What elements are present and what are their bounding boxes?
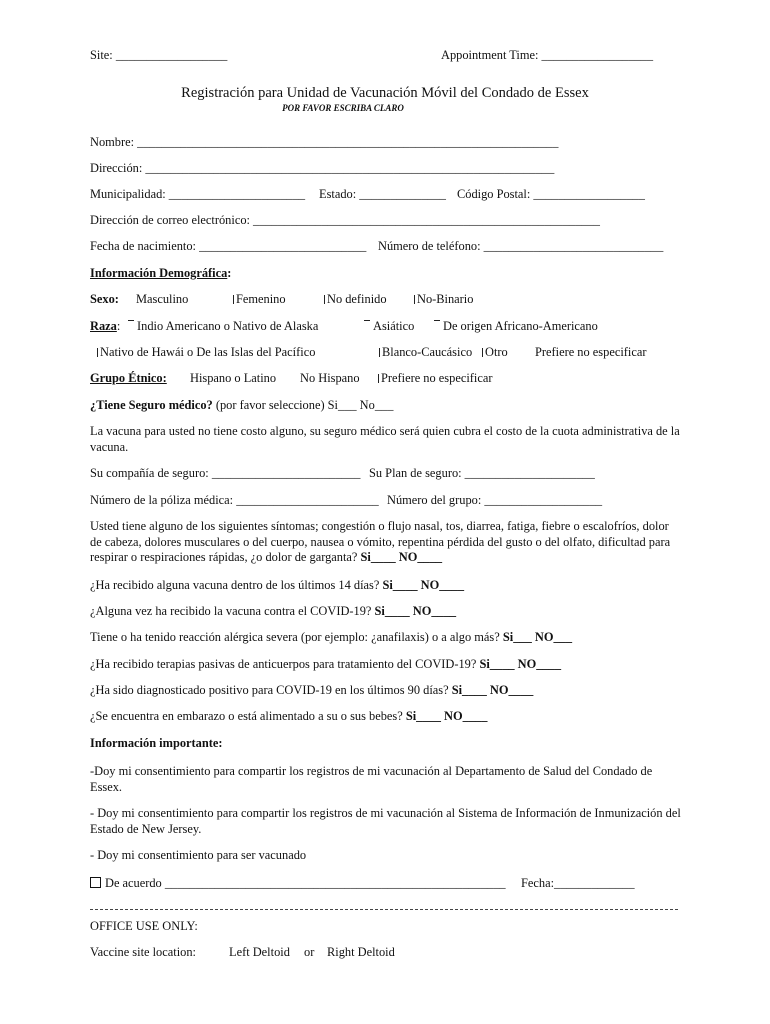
raza-option-asiatico[interactable]: Asiático bbox=[364, 319, 414, 334]
municipalidad-field[interactable]: Municipalidad: ______________________ bbox=[90, 187, 306, 201]
acuerdo-field[interactable]: De acuerdo _______________________________________________________ bbox=[105, 876, 506, 890]
poliza-field[interactable]: Número de la póliza médica: _______________________ bbox=[90, 493, 379, 507]
checkbox-mark-icon bbox=[364, 320, 370, 321]
nombre-field[interactable]: Nombre: ____________________________________________________________________ bbox=[90, 135, 559, 149]
anticuerpos-question[interactable]: ¿Ha recibido terapias pasivas de anticuerpos para tratamiento del COVID-19? Si____ NO____ bbox=[90, 657, 562, 671]
correo-field[interactable]: Dirección de correo electrónico: ________________________________________________________ bbox=[90, 213, 600, 227]
form-subtitle: POR FAVOR ESCRIBA CLARO bbox=[282, 103, 404, 113]
checkbox-mark-icon bbox=[324, 295, 325, 304]
raza-option-indio-americano[interactable]: Indio Americano o Nativo de Alaska bbox=[128, 319, 318, 334]
left-deltoid-option[interactable]: Left Deltoid bbox=[229, 945, 290, 959]
alergia-question[interactable]: Tiene o ha tenido reacción alérgica severa (por ejemplo: ¿anafilaxis) o a algo más? Si___ NO___ bbox=[90, 630, 573, 644]
seguro-note: La vacuna para usted no tiene costo alguno, su seguro médico será quien cubra el costo de la cuota administrativa de la vacuna. bbox=[90, 424, 680, 454]
raza-option-otro[interactable]: Otro bbox=[482, 345, 508, 360]
raza-option-prefiere[interactable]: Prefiere no especificar bbox=[535, 345, 647, 359]
embarazo-question[interactable]: ¿Se encuentra en embarazo o está alimentado a su o sus bebes? Si____ NO____ bbox=[90, 709, 488, 723]
checkbox-mark-icon bbox=[414, 295, 415, 304]
consentimiento-vacunado: - Doy mi consentimiento para ser vacunado bbox=[90, 848, 307, 862]
raza-option-hawai[interactable]: Nativo de Hawái o De las Islas del Pacífico bbox=[97, 345, 315, 360]
telefono-field[interactable]: Número de teléfono: _____________________________ bbox=[378, 239, 664, 253]
covid-vacuna-question[interactable]: ¿Alguna vez ha recibido la vacuna contra el COVID-19? Si____ NO____ bbox=[90, 604, 457, 618]
checkbox-mark-icon bbox=[434, 320, 440, 321]
sexo-label: Sexo: bbox=[90, 292, 119, 306]
raza-option-africano-americano[interactable]: De origen Africano-Americano bbox=[434, 319, 598, 334]
vaccine-site-label: Vaccine site location: bbox=[90, 945, 196, 959]
sexo-option-masculino[interactable]: Masculino bbox=[136, 292, 189, 306]
covid-positivo-question[interactable]: ¿Ha sido diagnosticado positivo para COVID-19 en los últimos 90 días? Si____ NO____ bbox=[90, 683, 534, 697]
consentimiento-condado: -Doy mi consentimiento para compartir los registros de mi vacunación al Departamento de Salud del Condado de Essex. bbox=[90, 764, 653, 794]
checkbox-mark-icon bbox=[482, 348, 483, 357]
codigo-postal-field[interactable]: Código Postal: __________________ bbox=[457, 187, 645, 201]
sexo-option-no-binario[interactable]: No-Binario bbox=[414, 292, 473, 307]
etnico-option-no-hispano[interactable]: No Hispano bbox=[300, 371, 360, 385]
checkbox-mark-icon bbox=[233, 295, 234, 304]
right-deltoid-option[interactable]: Right Deltoid bbox=[327, 945, 395, 959]
grupo-field[interactable]: Número del grupo: ___________________ bbox=[387, 493, 603, 507]
seguro-question[interactable]: ¿Tiene Seguro médico? (por favor seleccione) Si___ No___ bbox=[90, 398, 394, 412]
consentimiento-estado: - Doy mi consentimiento para compartir los registros de mi vacunación al Sistema de Información de Inmunización del Estado de New Jersey. bbox=[90, 806, 681, 836]
checkbox-mark-icon bbox=[128, 320, 134, 321]
etnico-label: Grupo Étnico: bbox=[90, 371, 167, 385]
office-use-heading: OFFICE USE ONLY: bbox=[90, 919, 198, 933]
vacuna-14-dias-question[interactable]: ¿Ha recibido alguna vacuna dentro de los últimos 14 días? Si____ NO____ bbox=[90, 578, 465, 592]
checkbox-mark-icon bbox=[379, 348, 380, 357]
sexo-option-femenino[interactable]: Femenino bbox=[233, 292, 286, 307]
site-field[interactable]: Site: __________________ bbox=[90, 48, 228, 62]
estado-field[interactable]: Estado: ______________ bbox=[319, 187, 446, 201]
importante-heading: Información importante: bbox=[90, 736, 223, 750]
checkbox-mark-icon bbox=[97, 348, 98, 357]
direccion-field[interactable]: Dirección: __________________________________________________________________ bbox=[90, 161, 555, 175]
raza-option-blanco[interactable]: Blanco-Caucásico bbox=[379, 345, 472, 360]
compania-seguro-field[interactable]: Su compañía de seguro: ________________________ bbox=[90, 466, 361, 480]
sexo-option-no-definido[interactable]: No definido bbox=[324, 292, 387, 307]
fecha-field[interactable]: Fecha:_____________ bbox=[521, 876, 635, 890]
plan-seguro-field[interactable]: Su Plan de seguro: _____________________ bbox=[369, 466, 595, 480]
checkbox-mark-icon bbox=[378, 374, 379, 383]
etnico-option-prefiere[interactable]: Prefiere no especificar bbox=[378, 371, 492, 386]
acuerdo-line[interactable] bbox=[90, 876, 506, 891]
checkbox-icon[interactable] bbox=[90, 877, 101, 888]
form-title: Registración para Unidad de Vacunación Móvil del Condado de Essex bbox=[181, 85, 589, 101]
or-text: or bbox=[304, 945, 315, 959]
sintomas-question[interactable]: Usted tiene alguno de los siguientes síntomas; congestión o flujo nasal, tos, diarrea, fatiga, fiebre o escalofríos, dolor de cabeza, dolores musculares o del cuerpo, nausea o vómito, repentina pérdida del gusto o del olfato, dificultad para respirar o respiraciones rápidas, ¿o dolor de garganta? Si____ NO____ bbox=[90, 519, 671, 564]
demografica-heading: Información Demográfica: bbox=[90, 266, 232, 280]
raza-label: Raza: bbox=[90, 319, 121, 333]
divider bbox=[90, 909, 678, 910]
appointment-time-field[interactable]: Appointment Time: __________________ bbox=[441, 48, 654, 62]
etnico-option-hispano[interactable]: Hispano o Latino bbox=[190, 371, 277, 385]
fecha-nacimiento-field[interactable]: Fecha de nacimiento: ___________________________ bbox=[90, 239, 367, 253]
